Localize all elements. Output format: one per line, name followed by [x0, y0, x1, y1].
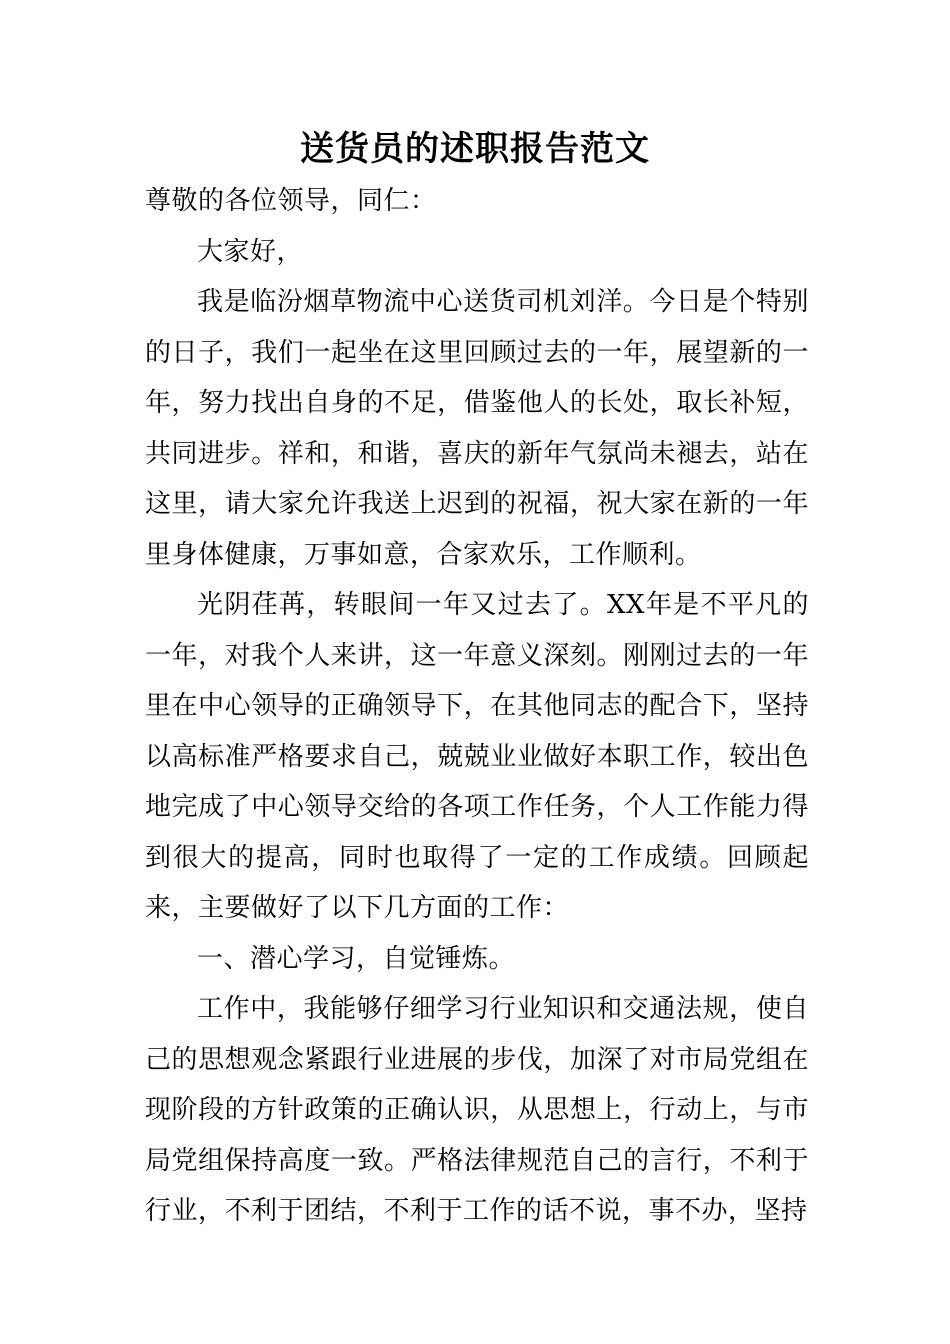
- section-heading-1: 一、潜心学习，自觉锤炼。: [197, 943, 516, 974]
- greeting-paragraph: 大家好，: [197, 236, 304, 267]
- intro-paragraph: 我是临汾烟草物流中心送货司机刘洋。今日是个特别的日子，我们一起坐在这里回顾过去的一年，展望新的一年，努力找出自身的不足，借鉴他人的长处，取长补短，共同进步。祥和，和谐，喜庆的新年气氛尚未褪去，站在这里，请大家允许我送上迟到的祝福，祝大家在新的一年里身体健康，万事如意，合家欢乐，工作顺利。: [145, 287, 809, 570]
- salutation-paragraph: 尊敬的各位领导，同仁：: [145, 186, 437, 216]
- section-1-paragraph: 工作中，我能够仔细学习行业知识和交通法规，使自己的思想观念紧跟行业进展的步伐，加深了对市局党组在现阶段的方针政策的正确认识，从思想上，行动上，与市局党组保持高度一致。严格法律规范自己的言行，不利于行业，不利于团结，不利于工作的话不说，事不办，坚持: [145, 994, 809, 1226]
- review-paragraph: 光阴荏苒，转眼间一年又过去了。XX年是不平凡的一年，对我个人来讲，这一年意义深刻。刚刚过去的一年里在中心领导的正确领导下，在其他同志的配合下，坚持以高标准严格要求自己，兢兢业业做好本职工作，较出色地完成了中心领导交给的各项工作任务，个人工作能力得到很大的提高，同时也取得了一定的工作成绩。回顾起来，主要做好了以下几方面的工作：: [145, 590, 809, 923]
- document-body: [145, 176, 809, 1237]
- document-title: 送货员的述职报告范文: [300, 129, 650, 169]
